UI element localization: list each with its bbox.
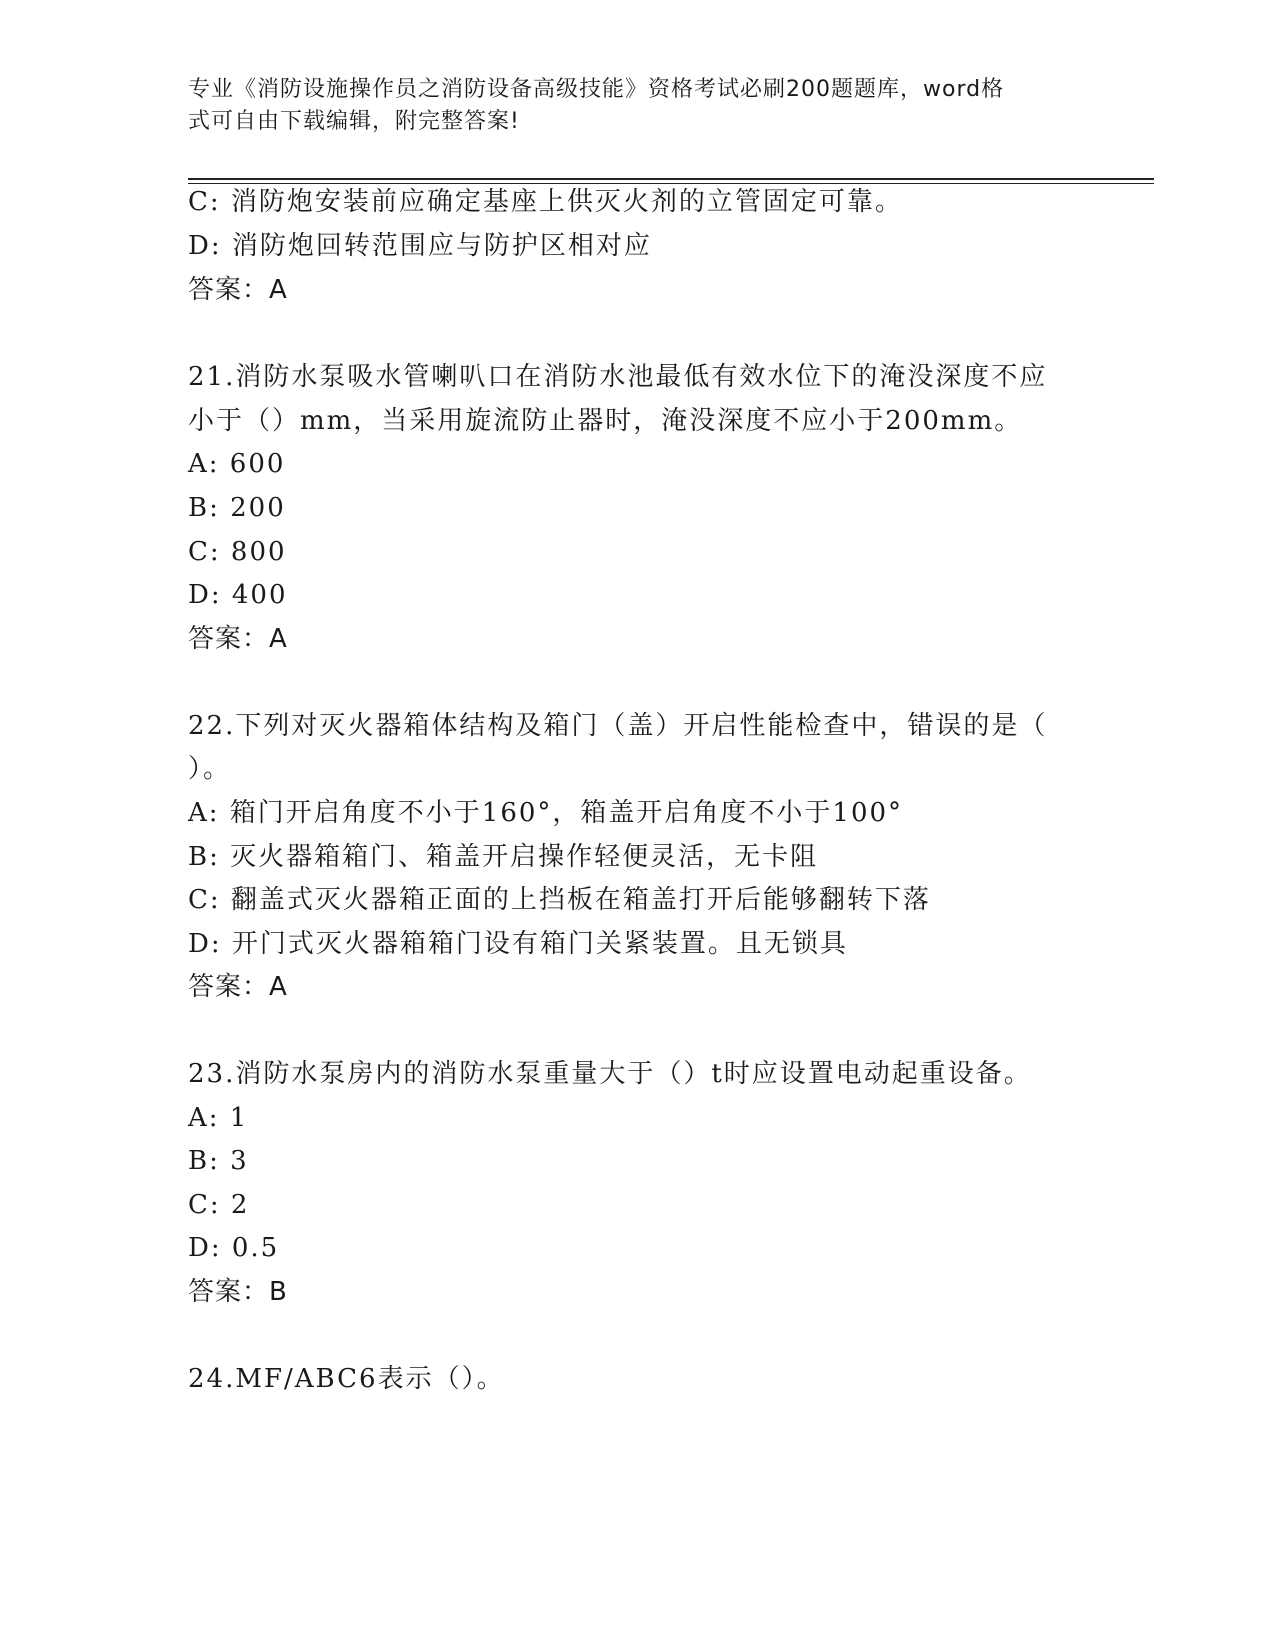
q22-stem-line-1: 22.下列对灭火器箱体结构及箱门（盖）开启性能检查中，错误的是（ <box>188 711 1048 741</box>
q23-option-c: C: 2 <box>188 1190 250 1220</box>
q22-answer: 答案：A <box>188 972 288 1002</box>
header-line-2: 式可自由下载编辑，附完整答案! <box>188 109 520 134</box>
q21-option-c: C: 800 <box>188 537 287 567</box>
prev-answer: 答案：A <box>188 275 288 305</box>
prev-option-c: C: 消防炮安装前应确定基座上供灭火剂的立管固定可靠。 <box>188 187 903 217</box>
prev-option-d: D: 消防炮回转范围应与防护区相对应 <box>188 231 652 261</box>
q21-answer: 答案：A <box>188 624 288 654</box>
q23-option-a: A: 1 <box>188 1103 249 1133</box>
header-divider-thick <box>188 178 1154 180</box>
document-header <box>188 74 1068 138</box>
q21-stem-line-1: 21.消防水泵吸水管喇叭口在消防水池最低有效水位下的淹没深度不应 <box>188 362 1048 392</box>
q22-option-a: A: 箱门开启角度不小于160°，箱盖开启角度不小于100° <box>188 798 904 828</box>
q22-option-b: B: 灭火器箱箱门、箱盖开启操作轻便灵活，无卡阻 <box>188 842 819 872</box>
header-divider-thin <box>188 183 1154 184</box>
q21-option-a: A: 600 <box>188 449 286 479</box>
q22-stem-line-2: ）。 <box>188 754 232 784</box>
q22-option-c: C: 翻盖式灭火器箱正面的上挡板在箱盖打开后能够翻转下落 <box>188 885 931 915</box>
q21-option-b: B: 200 <box>188 493 286 523</box>
q23-stem-line-1: 23.消防水泵房内的消防水泵重量大于（）t时应设置电动起重设备。 <box>188 1059 1032 1089</box>
q23-answer: 答案：B <box>188 1277 288 1307</box>
q22-option-d: D: 开门式灭火器箱箱门设有箱门关紧装置。且无锁具 <box>188 929 848 959</box>
q23-option-b: B: 3 <box>188 1146 249 1176</box>
q24-stem-line-1: 24.MF/ABC6表示（）。 <box>188 1364 505 1394</box>
header-line-1: 专业《消防设施操作员之消防设备高级技能》资格考试必刷200题题库，word格 <box>188 77 1005 102</box>
q23-option-d: D: 0.5 <box>188 1233 280 1263</box>
q21-option-d: D: 400 <box>188 580 288 610</box>
q21-stem-line-2: 小于（）mm，当采用旋流防止器时，淹没深度不应小于200mm。 <box>188 406 1023 436</box>
